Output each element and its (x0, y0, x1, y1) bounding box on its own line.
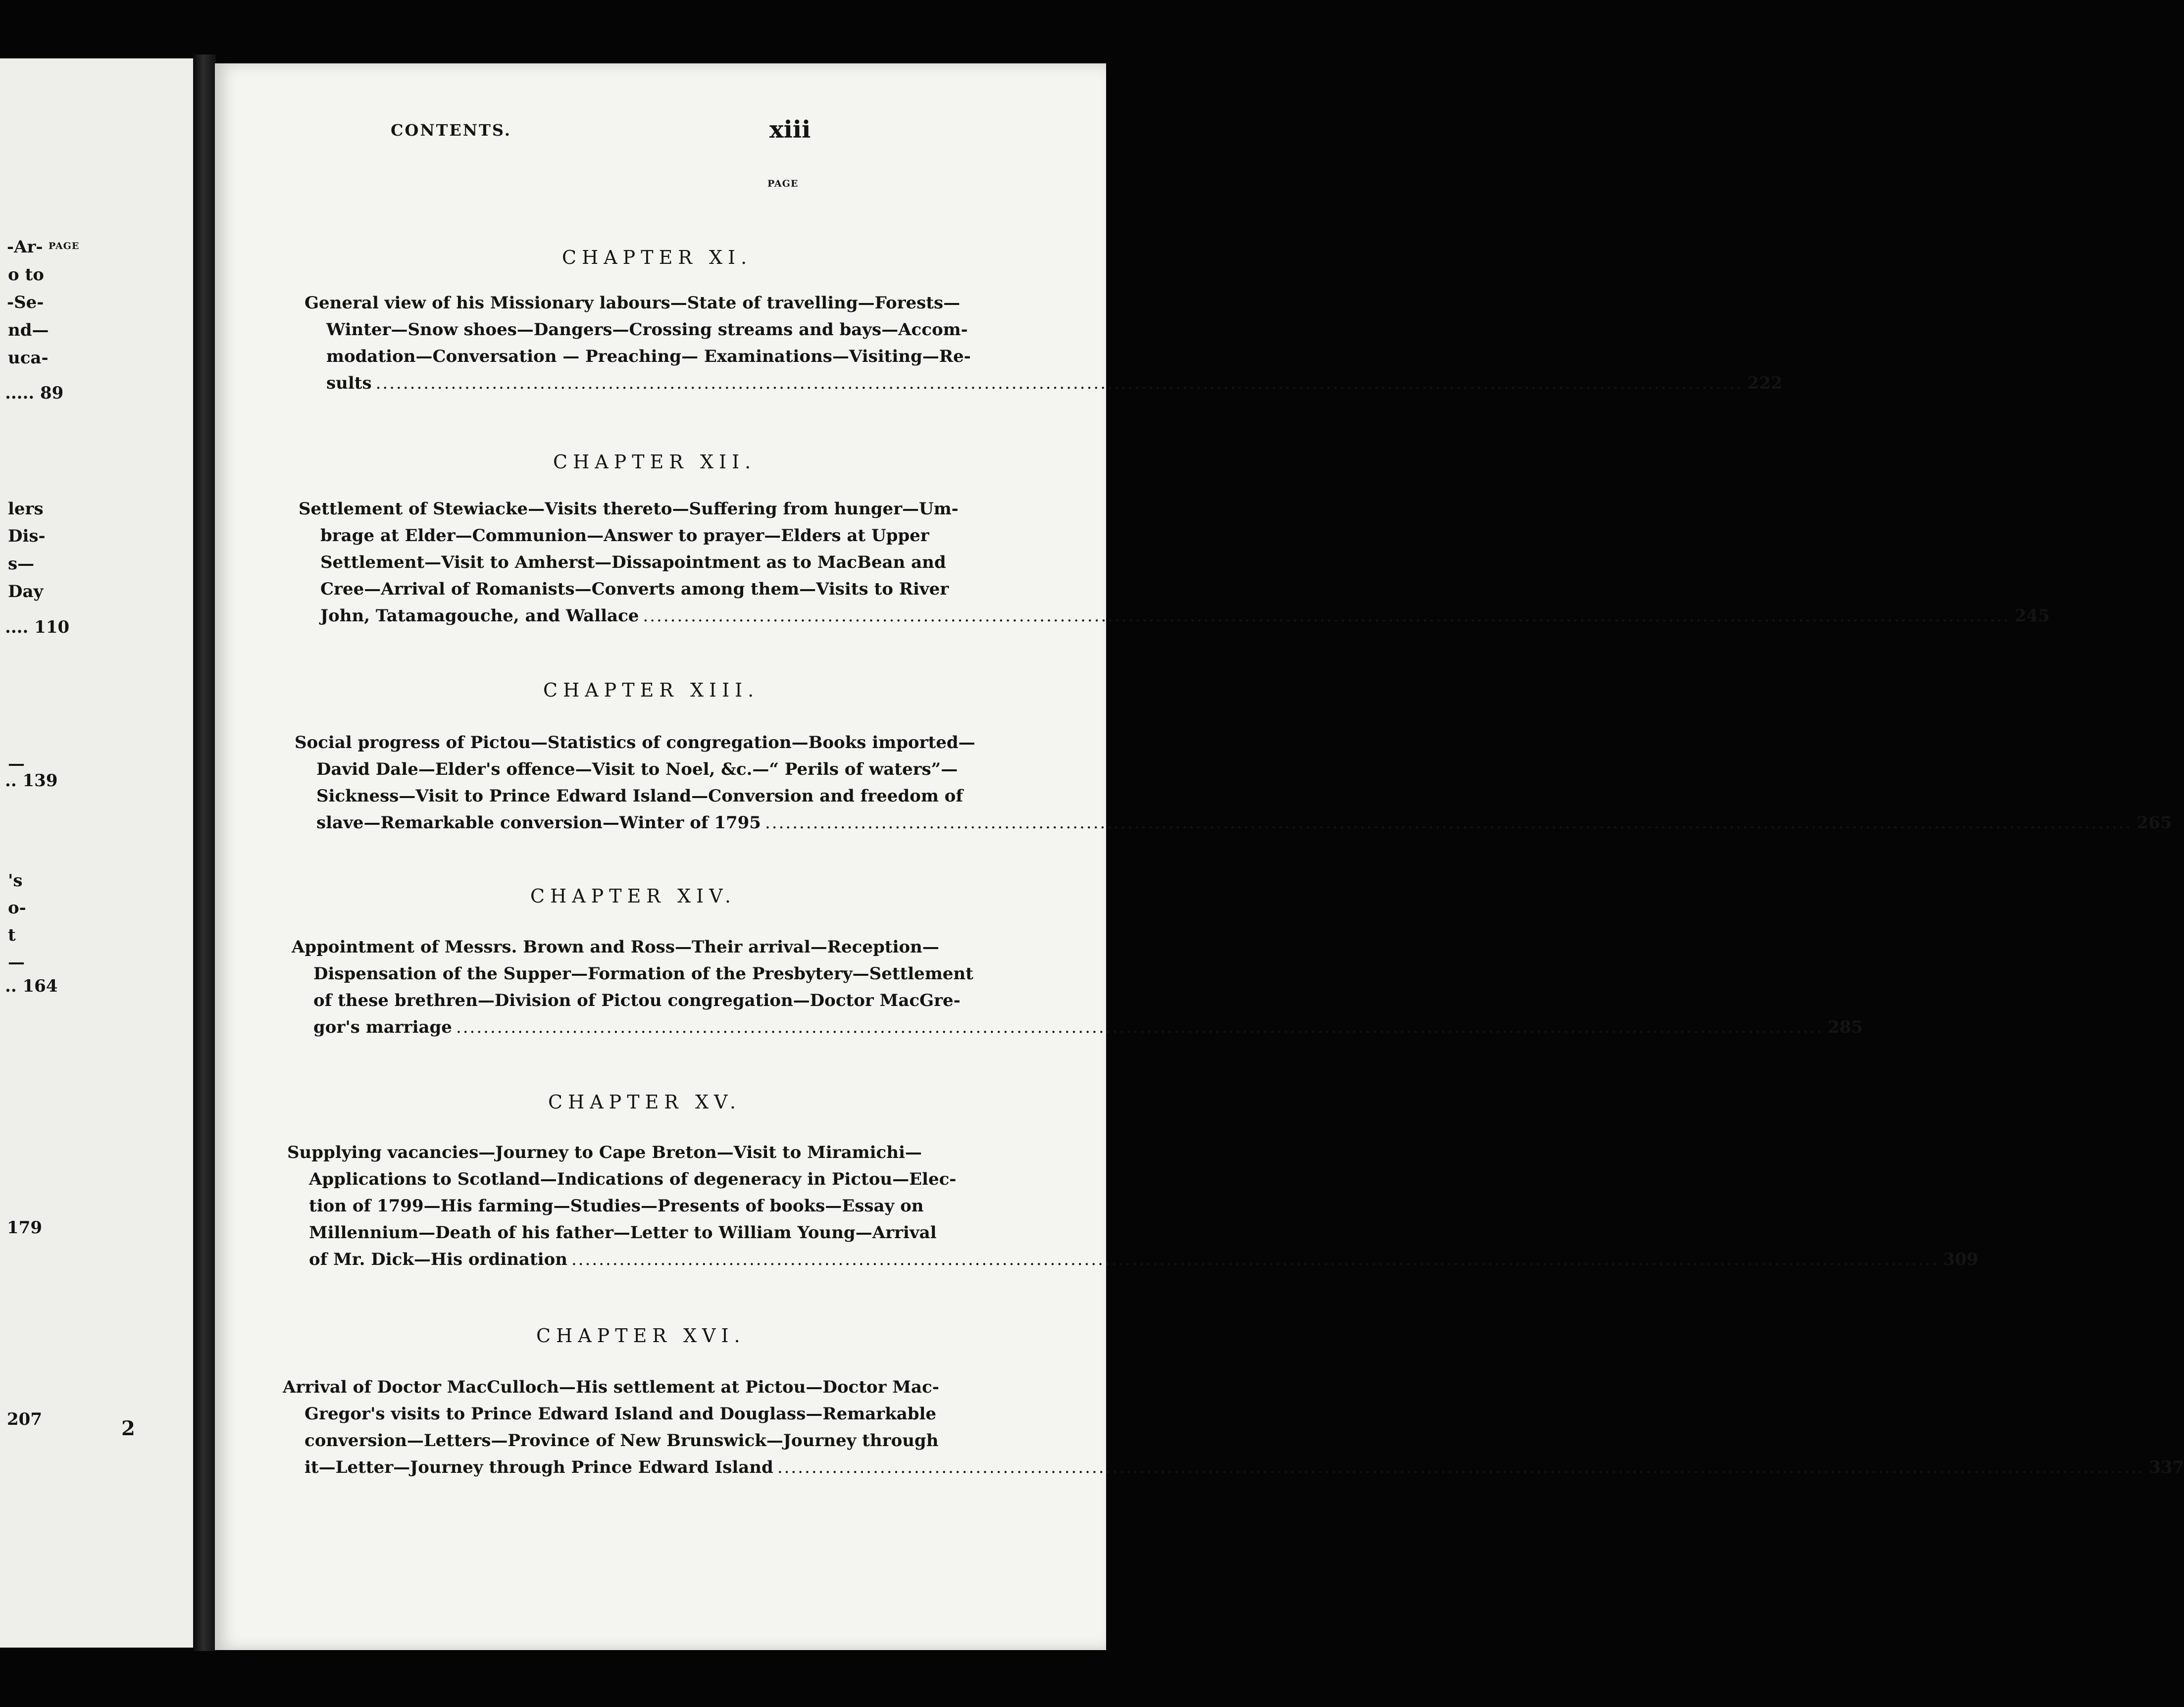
chapter-summary (295, 729, 2172, 836)
summary-line: conversion—Letters—Province of New Brunswick—Journey through (305, 1431, 939, 1451)
page-folio: xiii (769, 116, 811, 144)
left-fragment-text: lers (8, 499, 44, 519)
page-column-label: PAGE (767, 178, 799, 189)
summary-line: Sickness—Visit to Prince Edward Island—Conversion and freedom of (316, 786, 963, 806)
left-fragment-text: nd— (8, 320, 49, 340)
summary-last-line (299, 602, 2050, 629)
left-fragment-text: — (8, 953, 25, 972)
left-page-fragment (0, 58, 198, 1648)
chapter-heading: CHAPTER XIII. (543, 679, 760, 701)
summary-line: Applications to Scotland—Indications of degeneracy in Pictou—Elec- (309, 1169, 957, 1189)
dot-leader: ........................................................................................................................................................................................................ (643, 606, 2010, 626)
left-fragment-text: -Ar- (7, 237, 43, 257)
summary-line: Social progress of Pictou—Statistics of congregation—Books imported— (295, 733, 975, 753)
book-gutter (193, 54, 216, 1651)
page-number: 285 (1828, 1017, 1863, 1037)
signature-mark: 2 (121, 1417, 135, 1440)
left-fragment-text: -Se- (7, 293, 44, 312)
dot-leader: ........................................................................................................................................................................................................ (764, 813, 2133, 833)
summary-line: Dispensation of the Supper—Formation of the Presbytery—Settlement (313, 964, 973, 984)
chapter-heading: CHAPTER XV. (548, 1091, 741, 1113)
summary-line: modation—Conversation — Preaching— Examinations—Visiting—Re- (326, 347, 971, 366)
left-fragment-text: .. 139 (5, 771, 58, 791)
summary-line: Gregor's visits to Prince Edward Island and Douglass—Remarkable (305, 1404, 937, 1424)
page-number: 222 (1747, 373, 1783, 393)
summary-last-line (305, 370, 1783, 397)
dot-leader: ........................................................................................................................................................................................................ (777, 1457, 2145, 1477)
summary-line: Appointment of Messrs. Brown and Ross—Their arrival—Reception— (292, 937, 939, 957)
summary-line: Winter—Snow shoes—Dangers—Crossing streams and bays—Accom- (326, 320, 968, 340)
left-fragment-text: 's (8, 871, 23, 891)
chapter-summary (283, 1374, 2184, 1481)
chapter-heading: CHAPTER XVI. (536, 1325, 746, 1347)
dot-leader: ........................................................................................................................................................................................................ (571, 1250, 1939, 1269)
chapter-heading: CHAPTER XII. (553, 451, 757, 473)
dot-leader: ........................................................................................................................................................................................................ (456, 1017, 1824, 1037)
left-fragment-text: 179 (7, 1218, 42, 1238)
summary-line: tion of 1799—His farming—Studies—Presents of books—Essay on (309, 1196, 924, 1216)
left-fragment-text: o to (8, 265, 44, 285)
left-fragment-text: uca- (8, 348, 49, 368)
page-number: 265 (2136, 813, 2172, 833)
summary-line: Cree—Arrival of Romanists—Converts among them—Visits to River (320, 579, 949, 599)
chapter-heading: CHAPTER XIV. (530, 885, 736, 907)
summary-line: it—Letter—Journey through Prince Edward Island (305, 1457, 773, 1477)
chapter-summary (299, 496, 2050, 629)
page-number: 309 (1943, 1250, 1979, 1269)
left-fragment-text: .. 164 (5, 976, 58, 996)
page-number: 245 (2014, 606, 2050, 626)
summary-line: Settlement—Visit to Amherst—Dissapointment as to MacBean and (320, 552, 946, 572)
chapter-summary (305, 290, 1783, 397)
chapter-summary (287, 1139, 1979, 1273)
summary-line: Settlement of Stewiacke—Visits thereto—Suffering from hunger—Um- (299, 499, 959, 519)
summary-line: General view of his Missionary labours—State of travelling—Forests— (305, 293, 961, 313)
summary-last-line (287, 1246, 1979, 1273)
left-fragment-text: o- (8, 898, 26, 918)
left-fragment-text: 207 (7, 1409, 42, 1429)
summary-line: Millennium—Death of his father—Letter to William Young—Arrival (309, 1223, 937, 1243)
summary-line: of these brethren—Division of Pictou congregation—Doctor MacGre- (313, 991, 961, 1010)
summary-line: brage at Elder—Communion—Answer to prayer—Elders at Upper (320, 526, 929, 546)
running-title: CONTENTS. (391, 121, 511, 140)
summary-line: Supplying vacancies—Journey to Cape Breton—Visit to Miramichi— (287, 1143, 922, 1162)
page-number: 337 (2149, 1457, 2184, 1477)
summary-line: David Dale—Elder's offence—Visit to Noel, &c.—“ Perils of waters”— (316, 759, 958, 779)
left-fragment-text: s— (8, 554, 35, 574)
dot-leader: ........................................................................................................................................................................................................ (375, 373, 1743, 393)
left-fragment-text: ..... 89 (5, 383, 64, 403)
chapter-summary (292, 934, 1863, 1041)
summary-last-line (283, 1454, 2184, 1481)
summary-line: sults (326, 373, 372, 393)
left-fragment-text: Dis- (8, 526, 46, 546)
summary-line: of Mr. Dick—His ordination (309, 1250, 567, 1269)
chapter-heading: CHAPTER XI. (562, 247, 753, 268)
summary-line: Arrival of Doctor MacCulloch—His settlement at Pictou—Doctor Mac- (283, 1377, 939, 1397)
left-fragment-text: — (8, 754, 25, 774)
left-fragment-text: Day (8, 582, 44, 602)
summary-line: John, Tatamagouche, and Wallace (320, 606, 639, 626)
summary-line: gor's marriage (313, 1017, 452, 1037)
left-page-label: PAGE (49, 241, 80, 251)
summary-last-line (295, 809, 2172, 836)
left-fragment-text: t (8, 925, 16, 945)
left-fragment-text: .... 110 (5, 617, 70, 637)
summary-last-line (292, 1014, 1863, 1041)
summary-line: slave—Remarkable conversion—Winter of 1795 (316, 813, 761, 833)
